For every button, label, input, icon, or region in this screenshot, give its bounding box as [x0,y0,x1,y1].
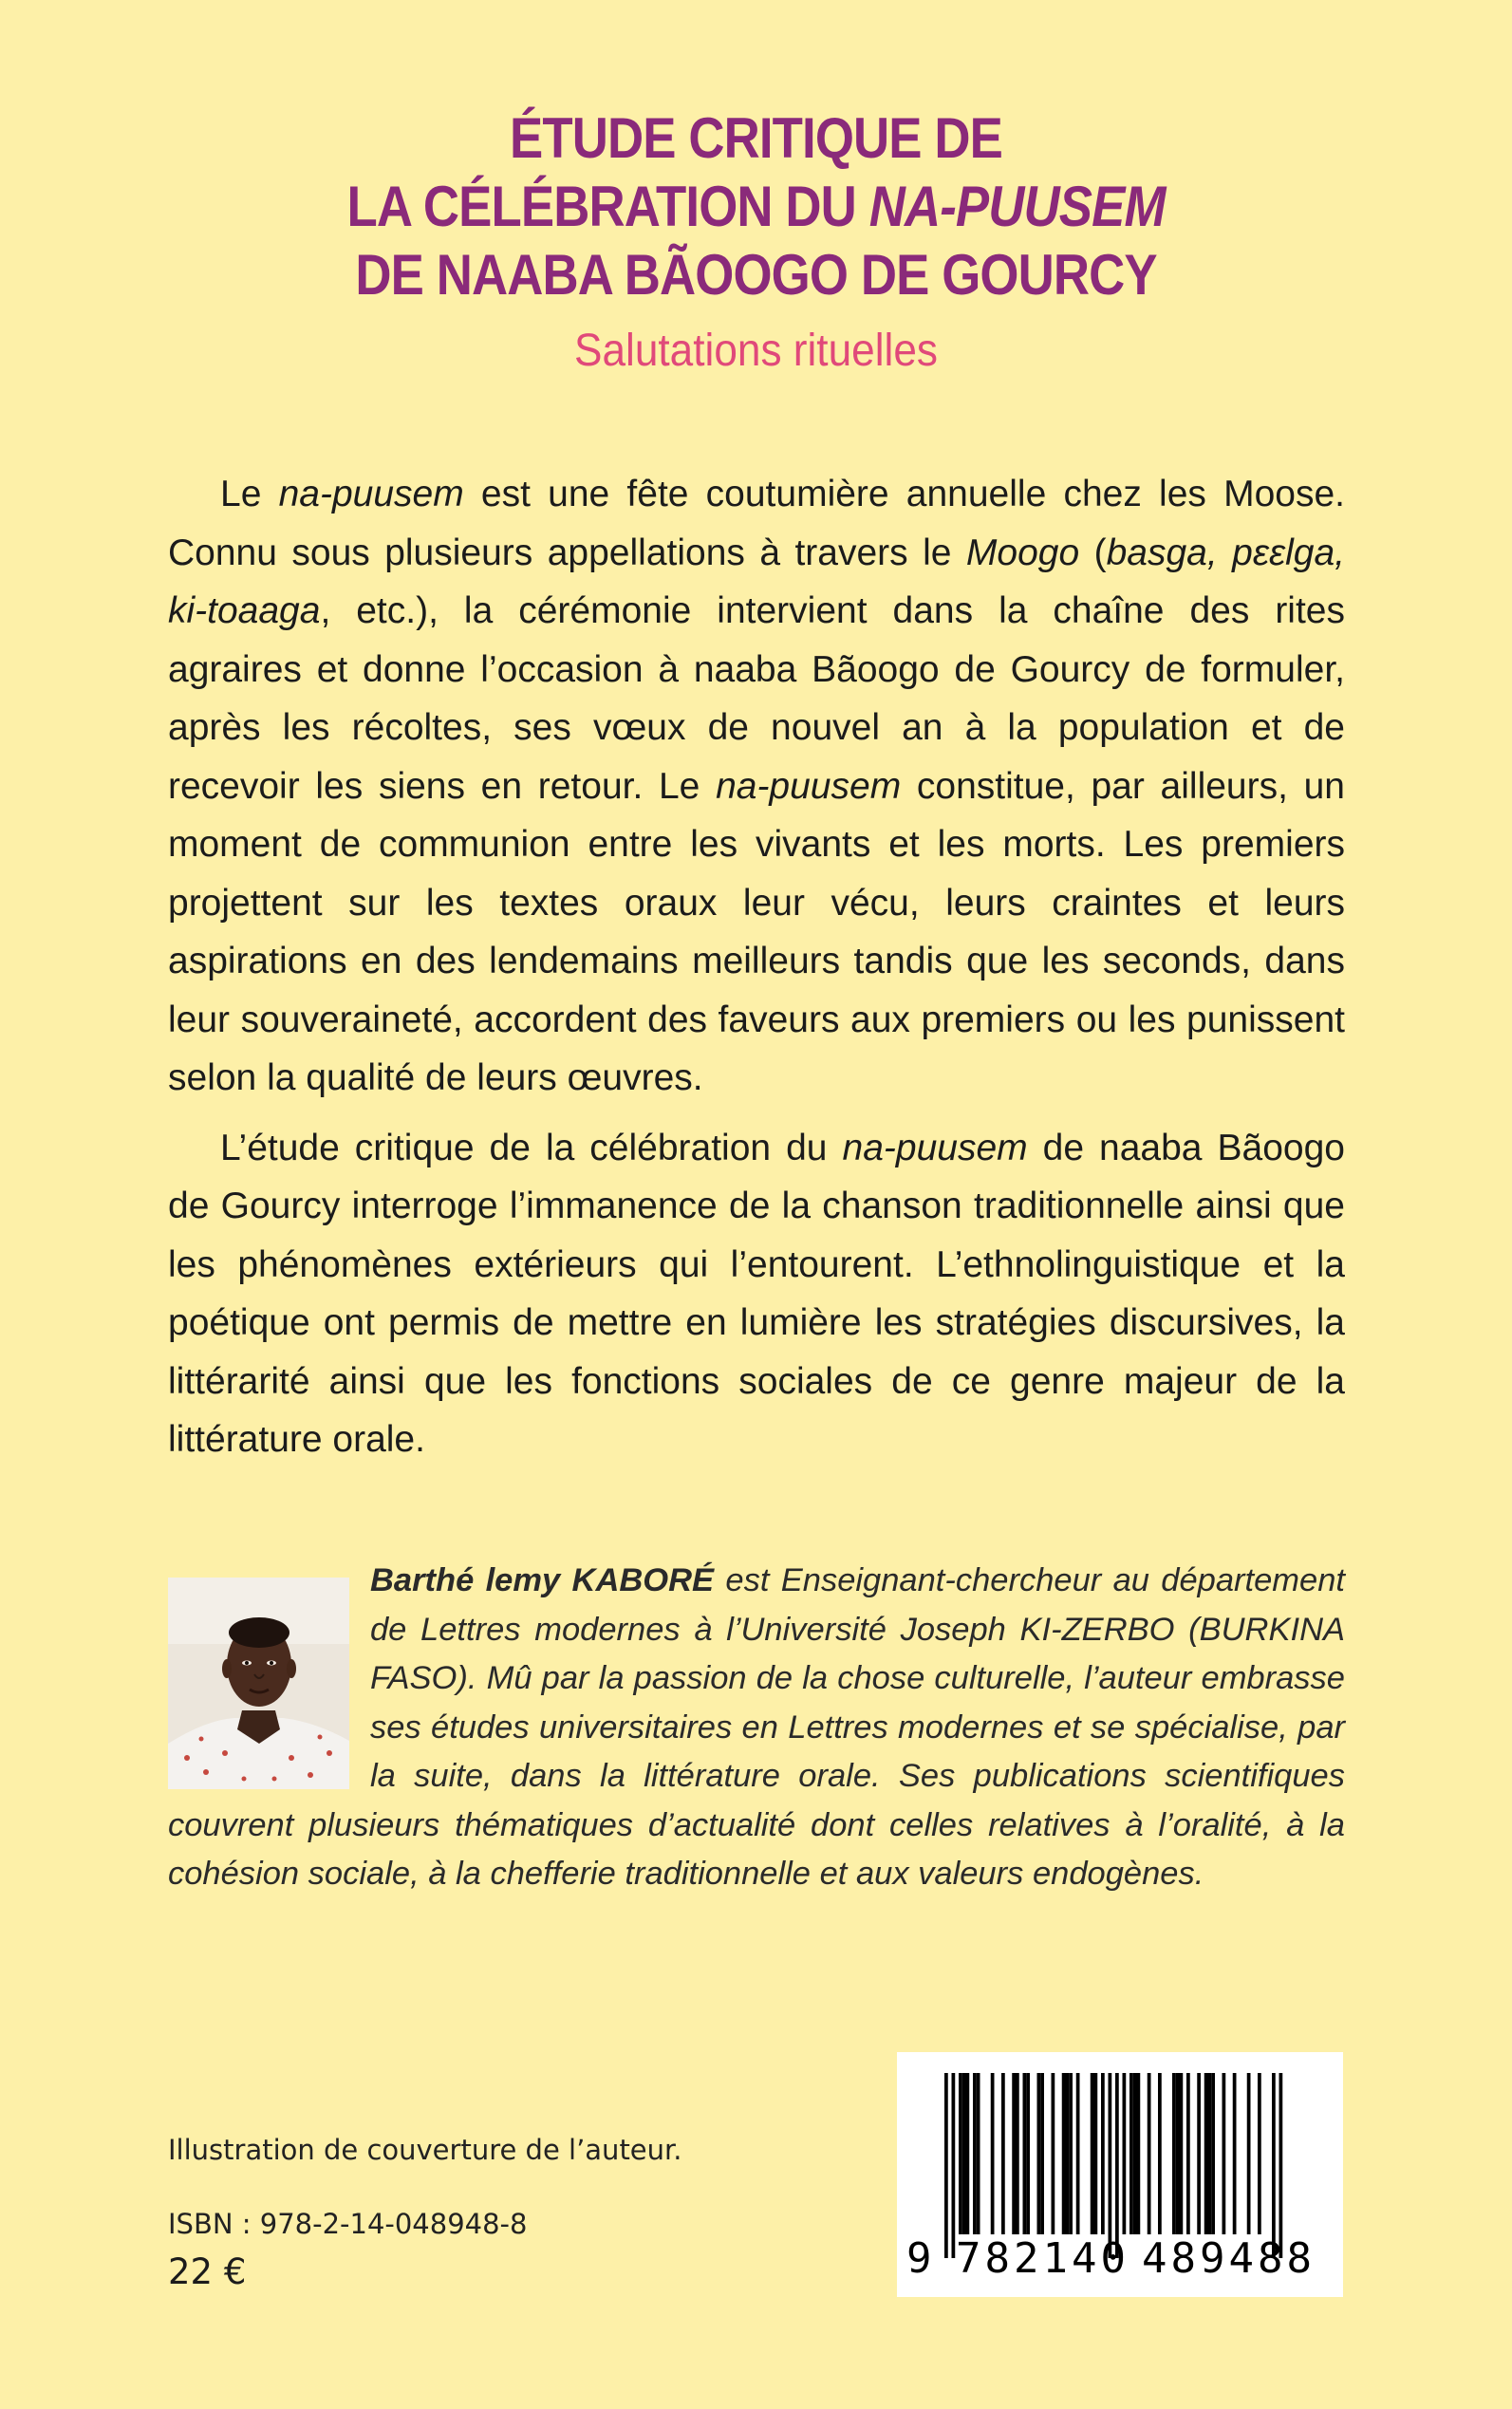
text-run-italic: na-puusem [716,765,902,807]
barcode-bar [991,2073,995,2234]
barcode [897,2052,1343,2297]
title-line-1: ÉTUDE CRITIQUE DE [510,106,1002,170]
summary-paragraph-1 [168,465,1345,1108]
barcode-bar [1247,2073,1251,2234]
summary-paragraph-2 [168,1119,1345,1469]
barcode-bar [1197,2073,1201,2234]
text-run: ( [1079,532,1107,573]
barcode-bar [1158,2073,1162,2234]
barcode-bar [1223,2073,1226,2234]
title-block [0,104,1512,380]
barcode-bar [973,2073,977,2234]
text-run: de naaba Bãoogo de Gourcy interroge l’immanence de la chanson traditionnelle ainsi que les phénomènes extérieurs qui l’entourent. L’ethnolinguistique et la poétique ont permis de mettre en lumière les stratégies discursives, la littérarité ainsi que les fonctions sociales de ce genre majeur de la littérature orale. [168,1127,1345,1460]
text-run-italic: na-puusem [278,474,464,514]
title-line-2-text: LA CÉLÉBRATION DU [346,175,869,238]
barcode-bar [1091,2073,1094,2234]
author-bio: est Enseignant-chercheur au département de Lettres modernes à l’Université Joseph KI-ZERBO (BURKINA FASO). Mû par la passion de la chose culturelle, l’auteur embrasse ses études universitaires en Lettres modernes et se spécialise, par la suite, dans la littérature orale. Ses publications scientifiques couvrent plusieurs thématiques d’actualité dont celles relatives à l’oralité, à la cohésion sociale, à la chefferie traditionnelle et aux valeurs endogènes. [168,1562,1346,1892]
barcode-bar [1272,2073,1276,2258]
text-run: Le [220,474,279,514]
barcode-bar [1069,2073,1073,2234]
back-cover-summary [168,465,1345,1481]
barcode-bar [962,2073,966,2234]
barcode-bar [1176,2073,1180,2234]
barcode-bar [977,2073,980,2234]
barcode-bar [1211,2073,1215,2234]
text-run-italic: Moogo [965,532,1080,573]
barcode-bar [1109,2073,1112,2258]
barcode-bar [1062,2073,1066,2234]
barcode-bar [1026,2073,1030,2234]
barcode-bar [1037,2073,1041,2234]
text-run-italic: basga, pεεlga, ki-toaaga [168,532,1346,631]
barcode-bar [952,2073,956,2258]
title-line-2-italic: NA-PUUSEM [868,175,1166,238]
price: 22 € [168,2251,247,2292]
barcode-bar [1148,2073,1151,2234]
barcode-bar [1204,2073,1208,2234]
title-line-2 [91,173,1422,241]
author-photo [168,1578,349,1789]
text-run: , etc.), la cérémonie intervient dans la chaîne des rites agraires et donne l’occasion à naaba Bãoogo de Gourcy de formuler, après les récoltes, ses vœux de nouvel an à la population et de recevoir les siens en retour. Le [168,590,1345,807]
barcode-bar [1094,2073,1098,2234]
barcode-bar [944,2073,948,2258]
barcode-bar [1012,2073,1016,2234]
barcode-bar [1172,2073,1176,2234]
barcode-bar [1137,2073,1141,2234]
barcode-bar [1186,2073,1190,2234]
barcode-bar [1129,2073,1133,2234]
title-line-3: DE NAABA BÃOOGO DE GOURCY [355,243,1157,307]
author-bio-block [168,1557,1345,1899]
barcode-bar [1233,2073,1237,2234]
barcode-bar [1066,2073,1070,2234]
barcode-bar [1052,2073,1055,2234]
barcode-bar [1001,2073,1005,2234]
barcode-bar [1023,2073,1027,2234]
barcode-bar [1180,2073,1184,2234]
isbn: ISBN : 978-2-14-048948-8 [168,2208,528,2240]
barcode-bar [1101,2073,1105,2234]
barcode-bar [966,2073,970,2234]
barcode-bar [1123,2073,1127,2234]
cover-illustration-credit: Illustration de couverture de l’auteur. [168,2134,682,2166]
barcode-bar [1208,2073,1212,2234]
barcode-bar [1076,2073,1080,2234]
author-portrait-image [168,1578,349,1789]
text-run: constitue, par ailleurs, un moment de communion entre les vivants et les morts. Les premiers projettent sur les textes oraux leur vécu, leurs craintes et leurs aspirations en des lendemains meilleurs tandis que les seconds, dans leur souveraineté, accordent des faveurs aux premiers ou les punissent selon la qualité de leurs œuvres. [168,765,1345,1098]
text-run-italic: na-puusem [842,1127,1028,1168]
barcode-digits-right: 489488 [1142,2234,1316,2283]
subtitle: Salutations rituelles [574,326,938,376]
barcode-bar [1040,2073,1044,2234]
text-run: est une fête coutumière annuelle chez les Moose. Connu sous plusieurs appellations à travers le [168,474,1345,573]
barcode-bar [1016,2073,1019,2234]
barcode-digits-left: 782140 [956,2234,1129,2283]
barcode-bar [1258,2073,1261,2234]
author-name: Barthé lemy KABORÉ [370,1562,715,1598]
barcode-bar [1115,2073,1119,2258]
barcode-bar [1279,2073,1283,2258]
barcode-bar [959,2073,962,2234]
text-run: L’étude critique de la célébration du [220,1127,843,1168]
barcode-bar [1133,2073,1137,2234]
barcode-digit-first: 9 [906,2234,936,2283]
